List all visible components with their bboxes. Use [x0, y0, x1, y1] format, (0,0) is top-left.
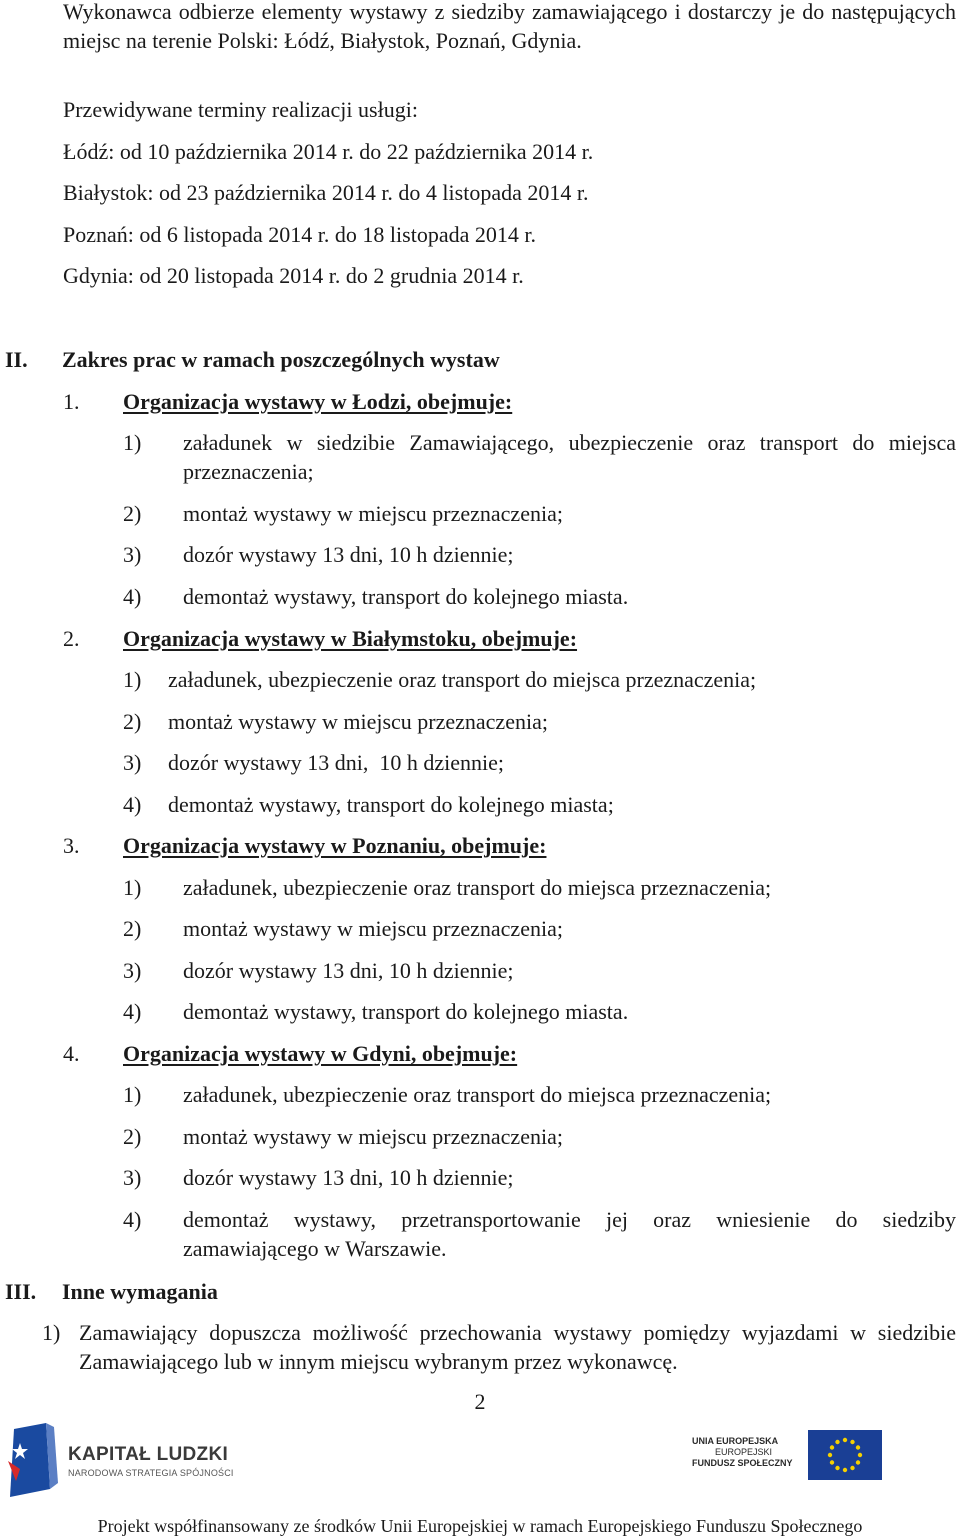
schedule-line: Gdynia: od 20 listopada 2014 r. do 2 grudnia 2014 r. — [63, 263, 524, 288]
subsection-number: 1. — [63, 389, 80, 414]
list-item-number: 4) — [123, 792, 142, 817]
schedule-heading: Przewidywane terminy realizacji usługi: — [63, 97, 418, 122]
eu-logo-line: FUNDUSZ SPOŁECZNY — [692, 1458, 793, 1468]
list-item: załadunek, ubezpieczenie oraz transport do miejsca przeznaczenia; — [168, 667, 757, 692]
list-item: demontaż wystawy, transport do kolejnego miasta. — [183, 999, 629, 1024]
list-item: demontaż wystawy, transport do kolejnego miasta; — [168, 792, 614, 817]
eu-logo-line: EUROPEJSKI — [714, 1447, 772, 1457]
list-item-number: 3) — [123, 958, 142, 983]
list-item: załadunek, ubezpieczenie oraz transport do miejsca przeznaczenia; — [183, 1082, 772, 1107]
list-item-number: 2) — [123, 709, 142, 734]
list-item-number: 3) — [123, 1165, 142, 1190]
eu-logo — [692, 1428, 884, 1484]
schedule-line: Białystok: od 23 października 2014 r. do 4 listopada 2014 r. — [63, 180, 589, 205]
list-item: montaż wystawy w miejscu przeznaczenia; — [183, 501, 563, 526]
subsection-title: Organizacja wystawy w Łodzi, obejmuje: — [123, 389, 513, 414]
schedule-line: Poznań: od 6 listopada 2014 r. do 18 listopada 2014 r. — [63, 222, 536, 247]
list-item-number: 2) — [123, 1124, 142, 1149]
section-title: Zakres prac w ramach poszczególnych wystaw — [62, 347, 500, 372]
section-number: II. — [5, 347, 28, 372]
list-item: dozór wystawy 13 dni, 10 h dziennie; — [183, 958, 514, 983]
eu-flag-icon — [808, 1430, 882, 1480]
list-item-number: 1) — [123, 875, 142, 900]
list-item: dozór wystawy 13 dni, 10 h dziennie; — [183, 1165, 514, 1190]
list-item: dozór wystawy 13 dni, 10 h dziennie; — [168, 750, 505, 775]
list-item-number: 2) — [123, 501, 142, 526]
list-item-number: 2) — [123, 916, 142, 941]
list-item-number: 4) — [123, 999, 142, 1024]
list-item-number: 4) — [123, 1207, 142, 1232]
kapital-ludzki-logo — [6, 1423, 236, 1503]
list-item-number: 4) — [123, 584, 142, 609]
list-item: montaż wystawy w miejscu przeznaczenia; — [183, 916, 563, 941]
list-item-number: 1) — [123, 430, 142, 455]
kapital-ludzki-emblem-icon — [6, 1423, 62, 1503]
schedule-line: Łódź: od 10 października 2014 r. do 22 października 2014 r. — [63, 139, 594, 164]
section-title: Inne wymagania — [62, 1279, 218, 1304]
subsection-number: 2. — [63, 626, 80, 651]
subsection-title: Organizacja wystawy w Poznaniu, obejmuje: — [123, 833, 547, 858]
intro-paragraph: Wykonawca odbierze elementy wystawy z siedziby zamawiającego i dostarczy je do następujących miejsc na terenie Polski: Łódź, Białystok, Poznań, Gdynia. — [63, 0, 956, 53]
list-item: załadunek, ubezpieczenie oraz transport do miejsca przeznaczenia; — [183, 875, 772, 900]
list-item-number: 1) — [123, 1082, 142, 1107]
subsection-title: Organizacja wystawy w Białymstoku, obejmuje: — [123, 626, 578, 651]
list-item: Zamawiający dopuszcza możliwość przechowania wystawy pomiędzy wyjazdami w siedzibie Zamawiającego lub w innym miejscu wybranym przez wykonawcę. — [79, 1320, 956, 1374]
list-item: montaż wystawy w miejscu przeznaczenia; — [183, 1124, 563, 1149]
subsection-number: 4. — [63, 1041, 80, 1066]
list-item-number: 1) — [123, 667, 142, 692]
subsection-title: Organizacja wystawy w Gdyni, obejmuje: — [123, 1041, 518, 1066]
list-item-number: 3) — [123, 542, 142, 567]
page-number: 2 — [474, 1389, 486, 1414]
list-item: montaż wystawy w miejscu przeznaczenia; — [168, 709, 548, 734]
list-item-number: 3) — [123, 750, 142, 775]
eu-logo-line: UNIA EUROPEJSKA — [692, 1436, 779, 1446]
footer-text: Projekt współfinansowany ze środków Unii Europejskiej w ramach Europejskiego Funduszu Społecznego — [97, 1516, 863, 1536]
list-item: załadunek w siedzibie Zamawiającego, ubezpieczenie oraz transport do miejsca przeznaczenia; — [183, 430, 956, 484]
list-item: demontaż wystawy, transport do kolejnego miasta. — [183, 584, 629, 609]
list-item-number: 1) — [42, 1320, 61, 1345]
section-number: III. — [5, 1279, 37, 1304]
list-item: dozór wystawy 13 dni, 10 h dziennie; — [183, 542, 514, 567]
subsection-number: 3. — [63, 833, 80, 858]
list-item: demontaż wystawy, przetransportowanie jej oraz wniesienie do siedziby zamawiającego w Warszawie. — [183, 1207, 956, 1261]
logo-title: KAPITAŁ LUDZKI — [68, 1444, 229, 1465]
eu-logo-text — [692, 1436, 793, 1469]
logo-subtitle: NARODOWA STRATEGIA SPÓJNOŚCI — [68, 1468, 234, 1478]
